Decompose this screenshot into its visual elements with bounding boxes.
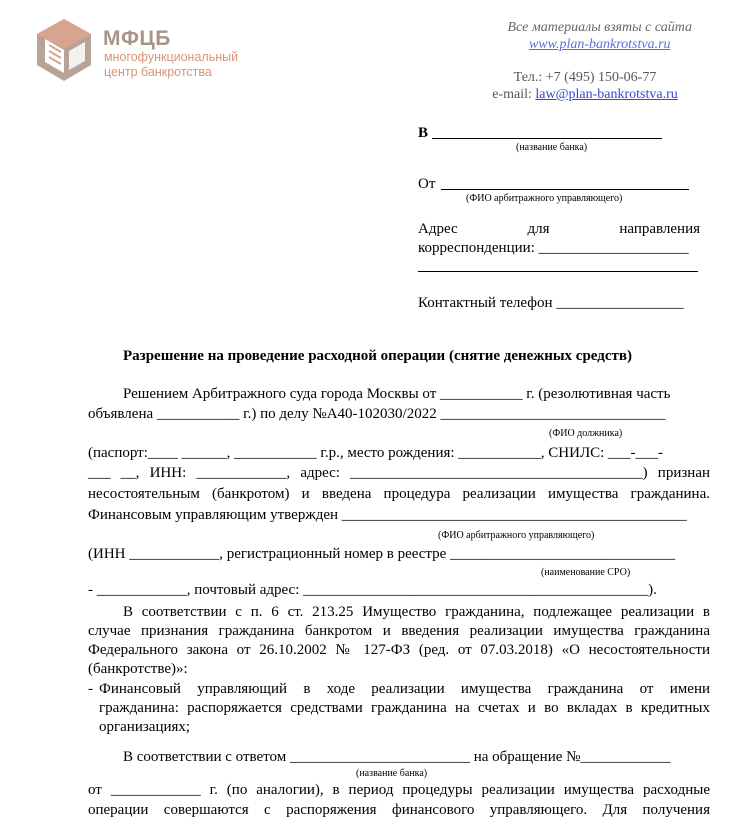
address-extra-line bbox=[418, 271, 698, 272]
site-link[interactable]: www.plan-bankrotstva.ru bbox=[528, 37, 671, 52]
p2-line2: случае признания гражданина банкротом и введения реализации имущества гражданина bbox=[88, 623, 710, 639]
p1-line1: Решением Арбитражного суда города Москвы от ___________ г. (резолютивная часть bbox=[123, 386, 671, 402]
mfcb-logo-icon bbox=[35, 17, 93, 83]
sro-caption: (наименование СРО) bbox=[541, 567, 631, 578]
document-title: Разрешение на проведение расходной операции (снятие денежных средств) bbox=[123, 348, 632, 364]
source-note bbox=[508, 19, 692, 53]
p2-line4: (банкротстве)»: bbox=[88, 661, 188, 677]
logo-subtitle-line2: центр банкротства bbox=[104, 65, 212, 79]
logo-subtitle-line1: многофункциональный bbox=[104, 50, 239, 64]
p2-line1: В соответствии с п. 6 ст. 213.25 Имущество гражданина, подлежащее реализации в bbox=[123, 604, 710, 620]
p1-line6: Финансовым управляющим утвержден ______________________________________________ bbox=[88, 507, 687, 523]
p1-line5: несостоятельным (банкротом) и введена процедура реализации имущества гражданина. bbox=[88, 486, 710, 502]
email-label: e-mail: bbox=[492, 87, 532, 102]
source-note-text: Все материалы взяты с сайта bbox=[507, 20, 692, 35]
p1-line3: (паспорт:____ ______, ___________ г.р., место рождения: ___________, СНИЛС: ___-___- bbox=[88, 445, 664, 461]
manager-caption: (ФИО арбитражного управляющего) bbox=[438, 530, 595, 541]
address-word2: для bbox=[527, 221, 550, 237]
bank-name-caption: (название банка) bbox=[516, 142, 588, 153]
bullet-line2: гражданина: распоряжается средствами гражданина на счетах и во вкладах в кредитных bbox=[99, 700, 710, 716]
p2-line3: Федерального закона от 26.10.2002 № 127-ФЗ (ред. от 07.03.2018) «О несостоятельности bbox=[88, 642, 710, 658]
logo-subtitle bbox=[104, 50, 238, 80]
email-link[interactable]: law@plan-bankrotstva.ru bbox=[535, 87, 678, 102]
bullet-line3: организациях; bbox=[99, 719, 191, 735]
bullet-marker: - bbox=[88, 681, 93, 697]
p1-line8: - ____________, почтовый адрес: ______________________________________________). bbox=[88, 582, 657, 598]
p1-line2: объявлена ___________ г.) по делу №А40-102030/2022 ______________________________ bbox=[88, 406, 666, 422]
debtor-name-caption: (ФИО должника) bbox=[549, 428, 623, 439]
address-line2: корреспонденции: ____________________ bbox=[418, 240, 689, 256]
manager-name-line bbox=[441, 189, 689, 190]
address-word3: направления bbox=[619, 221, 700, 237]
bank-name-line bbox=[432, 138, 662, 139]
bullet-line1: Финансовый управляющий в ходе реализации имущества гражданина от имени bbox=[99, 681, 710, 697]
p3-line3: операции совершаются с распоряжения финансового управляющего. Для получения bbox=[88, 802, 710, 818]
contact-phone: Тел.: +7 (495) 150-06-77 bbox=[513, 70, 657, 85]
from-label: От bbox=[418, 176, 436, 192]
manager-name-caption: (ФИО арбитражного управляющего) bbox=[466, 193, 623, 204]
contact-email-row bbox=[470, 86, 700, 103]
p1-line4: ___ __, ИНН: ____________, адрес: _______________________________________) признан bbox=[88, 465, 710, 481]
address-word1: Адрес bbox=[418, 221, 458, 237]
p3-line1: В соответствии с ответом ________________________ на обращение №____________ bbox=[123, 749, 671, 765]
address-line1 bbox=[418, 220, 700, 238]
p3-line2: от ____________ г. (по аналогии), в период процедуры реализации имущества расходные bbox=[88, 782, 710, 798]
contacts-block bbox=[470, 69, 700, 103]
p1-line7: (ИНН ____________, регистрационный номер в реестре ______________________________ bbox=[88, 546, 676, 562]
logo-title: МФЦБ bbox=[103, 27, 171, 50]
bank-caption: (название банка) bbox=[356, 768, 428, 779]
to-label: В bbox=[418, 125, 429, 141]
contact-phone-field: Контактный телефон _________________ bbox=[418, 295, 684, 311]
